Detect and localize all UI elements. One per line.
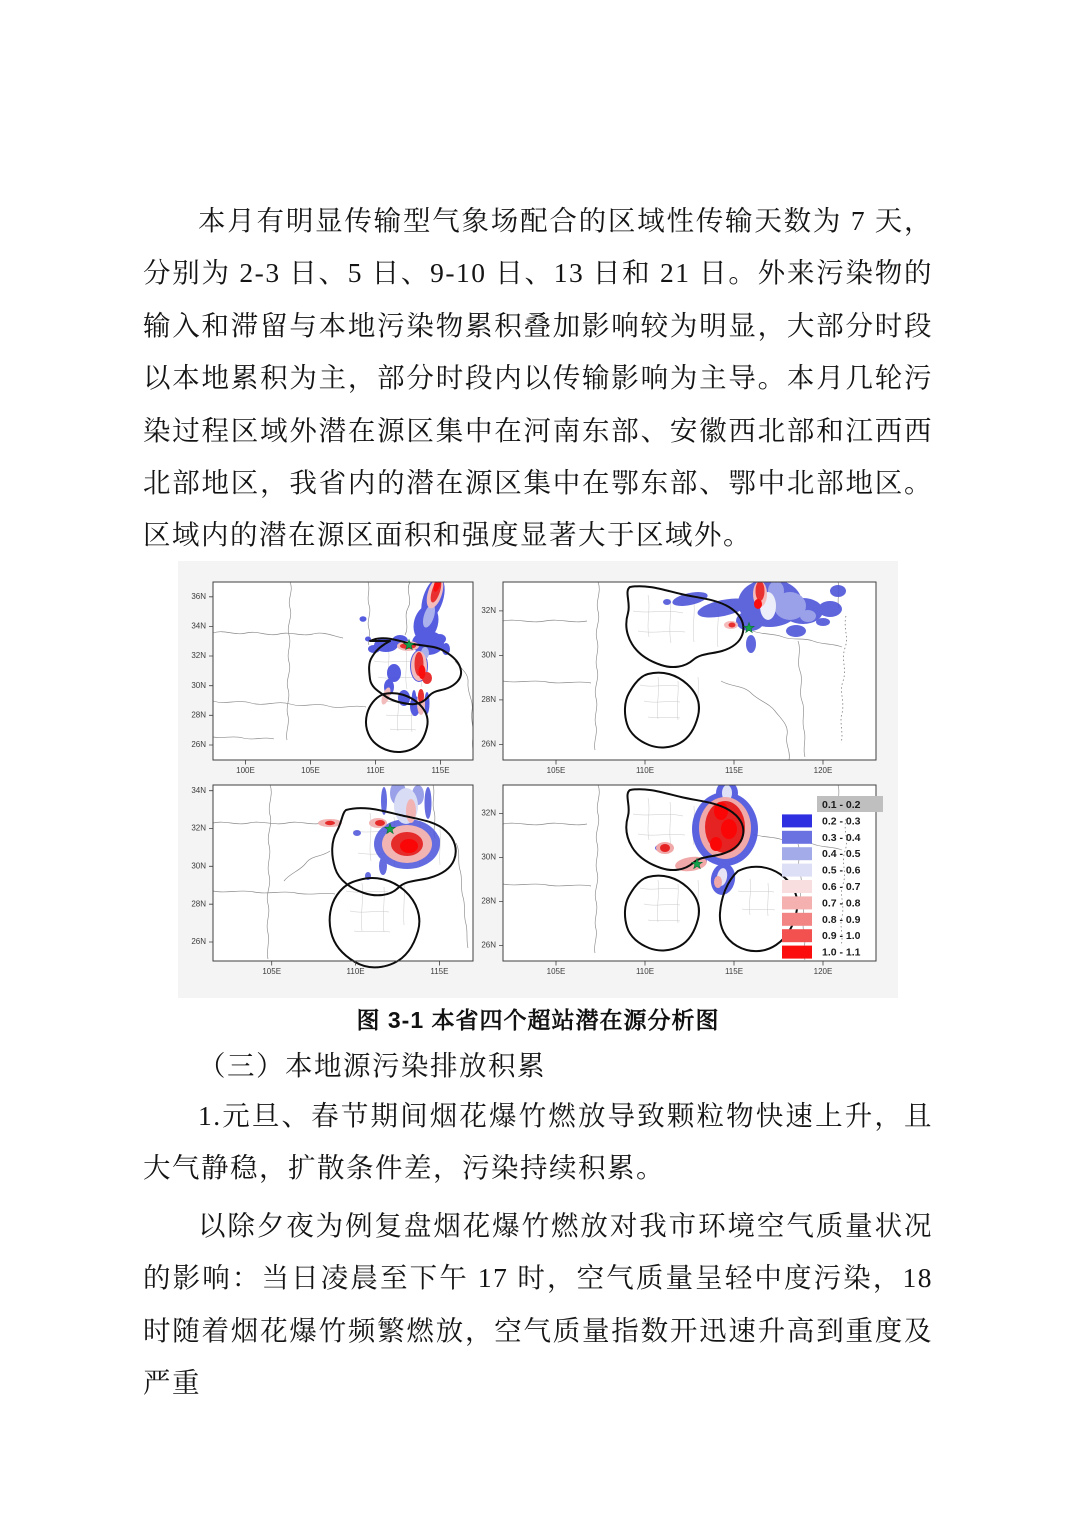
paragraph-fireworks: 1.元旦、春节期间烟花爆竹燃放导致颗粒物快速上升，且大气静稳，扩散条件差，污染持续积累。	[143, 1100, 933, 1184]
paragraph-new-years-eve: 以除夕夜为例复盘烟花爆竹燃放对我市环境空气质量状况的影响：当日凌晨至下午 17 时，空气质量呈轻中度污染，18 时随着烟花爆竹频繁燃放，空气质量指数开迅速升高到重度及严重	[143, 1210, 933, 1399]
tick-label: 28N	[191, 899, 206, 909]
legend-swatch	[782, 913, 812, 926]
legend-row	[782, 847, 861, 860]
legend-swatch	[782, 831, 812, 844]
legend-label: 0.8 - 0.9	[822, 913, 861, 926]
tick-label: 34N	[191, 621, 206, 631]
legend-row	[782, 896, 861, 909]
tick-label: 32N	[191, 651, 206, 661]
tick-label: 115E	[431, 766, 450, 775]
tick-label: 26N	[191, 937, 206, 947]
legend-row	[782, 913, 861, 926]
tick-label: 26N	[481, 940, 496, 950]
tick-label: 26N	[481, 739, 496, 749]
tick-label: 110E	[366, 766, 385, 775]
legend-row	[782, 880, 861, 893]
tick-label: 32N	[191, 823, 206, 833]
legend-swatch	[782, 864, 812, 877]
tick-label: 32N	[481, 606, 496, 616]
legend-row	[817, 796, 883, 812]
paragraph-regional-transport: 本月有明显传输型气象场配合的区域性传输天数为 7 天，分别为 2-3 日、5 日、9-10 日、13 日和 21 日。外来污染物的输入和滞留与本地污染物累积叠加影响较为明显，大部分时段以本地累积为主，部分时段内以传输影响为主导。本月几轮污染过程区域外潜在源区集中在河南东部、安徽西北部和江西西北部地区，我省内的潜在源区集中在鄂东部、鄂中北部地区。区域内的潜在源区面积和强度显著大于区域外。	[143, 205, 933, 551]
legend-row	[782, 929, 861, 942]
figure-caption: 图 3-1 本省四个超站潜在源分析图	[356, 1007, 720, 1033]
section-heading: （三）本地源污染排放积累	[198, 1050, 546, 1081]
legend-label: 0.3 - 0.4	[822, 831, 861, 844]
tick-label: 100E	[236, 766, 255, 775]
tick-label: 30N	[191, 861, 206, 871]
tick-label: 110E	[346, 967, 365, 976]
legend-swatch	[782, 929, 812, 942]
legend-label: 0.4 - 0.5	[822, 848, 861, 861]
legend-row	[782, 864, 861, 877]
tick-label: 110E	[635, 967, 655, 976]
legend-swatch	[782, 847, 812, 860]
tick-label: 28N	[481, 896, 496, 906]
legend-label: 0.7 - 0.8	[822, 897, 861, 910]
legend-swatch	[782, 896, 812, 909]
legend-row	[782, 831, 861, 844]
tick-label: 110E	[635, 766, 655, 775]
legend-swatch	[782, 946, 812, 959]
tick-label: 120E	[813, 967, 833, 976]
tick-label: 115E	[724, 967, 744, 976]
figure-3-1	[178, 561, 898, 998]
tick-label: 105E	[546, 766, 566, 775]
tick-label: 30N	[191, 680, 206, 690]
tick-label: 115E	[724, 766, 744, 775]
tick-label: 30N	[481, 852, 496, 862]
tick-label: 36N	[191, 591, 206, 601]
tick-label: 30N	[481, 650, 496, 660]
tick-label: 28N	[191, 710, 206, 720]
tick-label: 115E	[430, 967, 449, 976]
legend-swatch	[782, 814, 812, 827]
tick-label: 105E	[546, 967, 566, 976]
legend-swatch	[782, 880, 812, 893]
potential-source-maps	[178, 561, 898, 991]
tick-label: 32N	[481, 808, 496, 818]
tick-label: 26N	[191, 740, 206, 750]
legend-row	[782, 946, 861, 959]
tick-label: 34N	[191, 785, 206, 795]
legend-label: 0.2 - 0.3	[822, 815, 861, 828]
tick-label: 105E	[262, 967, 282, 976]
tick-label: 28N	[481, 695, 496, 705]
legend-label: 0.1 - 0.2	[822, 799, 861, 811]
legend-label: 0.9 - 1.0	[822, 930, 861, 943]
tick-label: 120E	[813, 766, 833, 775]
legend-label: 1.0 - 1.1	[822, 946, 861, 959]
legend-row	[782, 814, 861, 827]
legend-label: 0.5 - 0.6	[822, 864, 861, 877]
tick-label: 105E	[301, 766, 320, 775]
legend-label: 0.6 - 0.7	[822, 881, 861, 893]
